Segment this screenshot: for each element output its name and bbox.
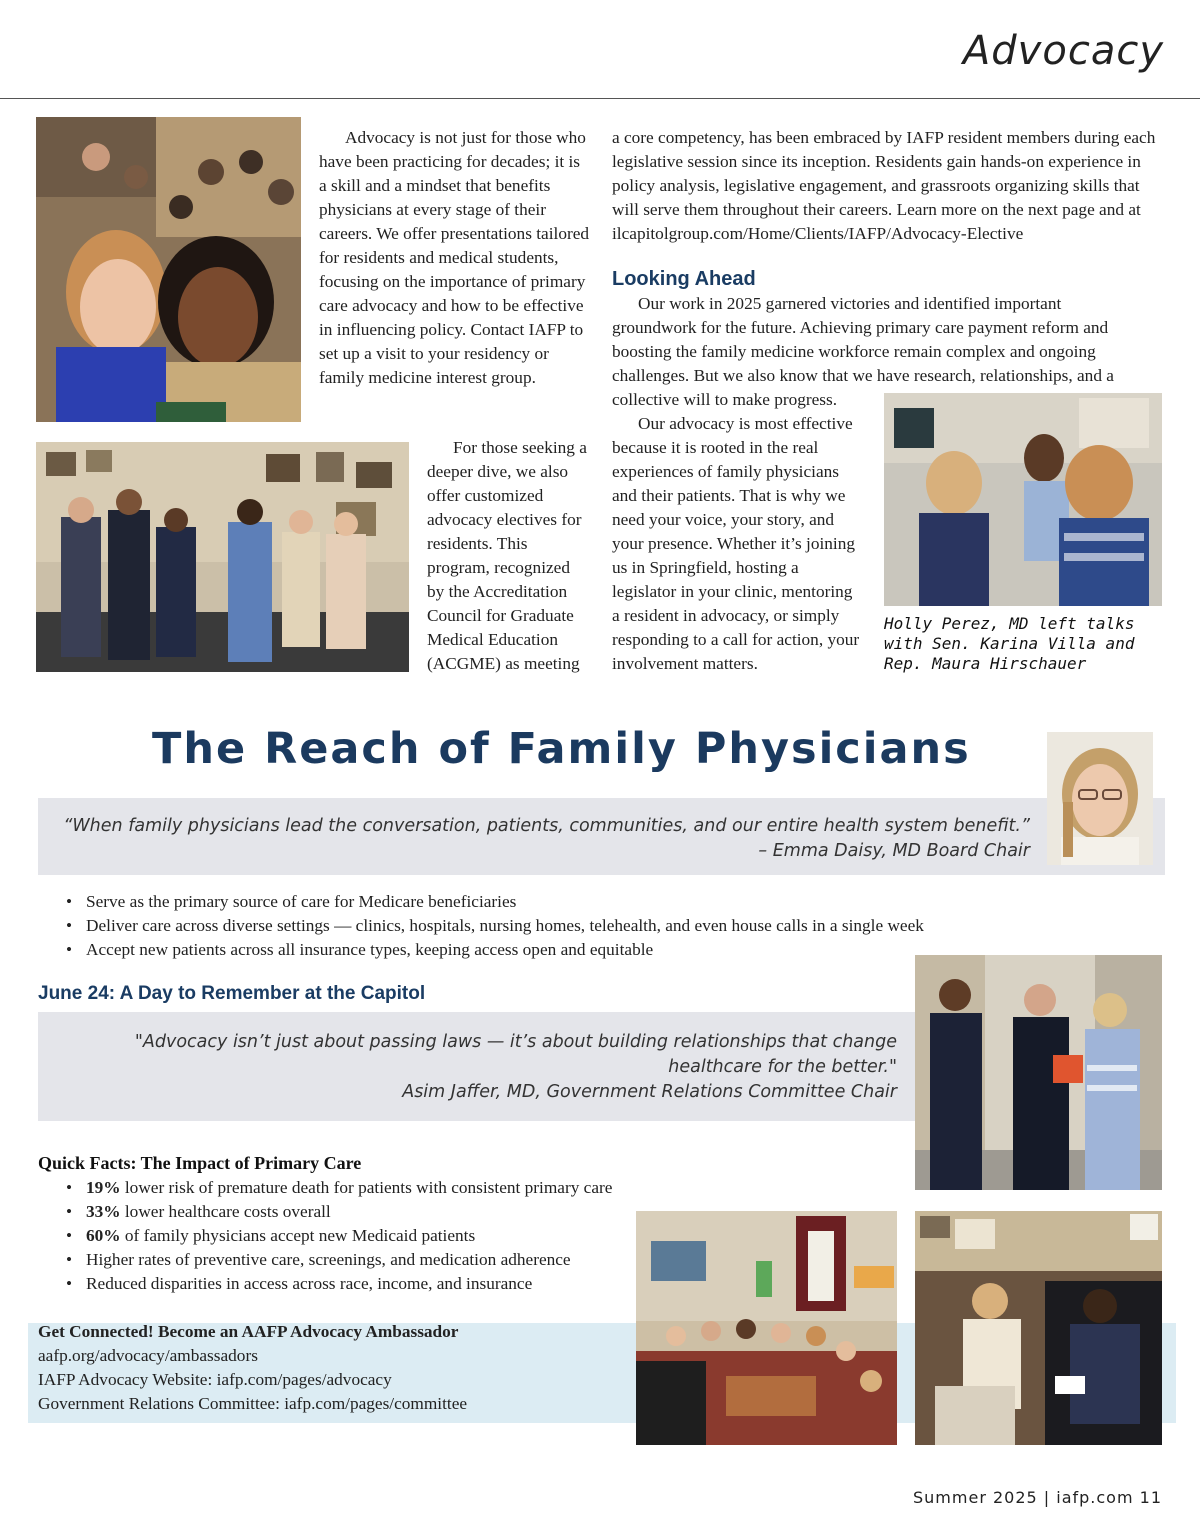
fact-text: lower healthcare costs overall [120, 1202, 331, 1221]
photo-caption: Holly Perez, MD left talks with Sen. Karina Villa and Rep. Maura Hirschauer [884, 614, 1135, 673]
advocacy-website-link[interactable]: IAFP Advocacy Website: iafp.com/pages/advocacy [38, 1370, 392, 1389]
fact-value: 60% [86, 1226, 121, 1245]
fact-text: Reduced disparities in access across race, income, and insurance [86, 1274, 533, 1293]
list-item [38, 1200, 638, 1224]
reach-bullet-list [38, 890, 1038, 962]
looking-ahead-heading: Looking Ahead [612, 268, 756, 290]
photo-legislators [884, 393, 1162, 606]
quick-facts-heading: Quick Facts: The Impact of Primary Care [38, 1153, 362, 1173]
involvement-paragraph: Our advocacy is most effective because it is rooted in the real experiences of family physicians and their patients. That is why we need your voice, your story, and your presence. Whether it’s joining us in Springfield, hosting a legislator in your clinic, mentoring a resident in advocacy, or simply responding to a call for action, your involvement matters. [612, 414, 860, 673]
photo-headshot [1047, 732, 1153, 865]
fact-value: 33% [86, 1202, 121, 1221]
photo-office-meeting [915, 1211, 1162, 1445]
fact-text: lower risk of premature death for patients with consistent primary care [120, 1178, 613, 1197]
fact-text: Higher rates of preventive care, screenings, and medication adherence [86, 1250, 571, 1269]
elective-continued-paragraph: a core competency, has been embraced by IAFP resident members during each legislative session since its inception. Residents gain hands-on experience in policy analysis, legislative engagement, and grassroots organizing skills that will serve them throughout their careers. Learn more on the next page and at ilcapitolgroup.com/Home/Clients/IAFP/Advocacy-Elective [612, 128, 1156, 243]
looking-ahead-paragraph: Our work in 2025 garnered victories and identified important groundwork for the future. Achieving primary care payment reform and boosting the family medicine workforce remain complex and ongoing challenges. But we also know that we have research, relationships, and a collective will to make progress. [612, 294, 1114, 409]
capitol-quote-text: "Advocacy isn’t just about passing laws — it’s about building relationships that change healthcare for the better." [134, 1032, 897, 1077]
intro-paragraph: Advocacy is not just for those who have been practicing for decades; it is a skill and a mindset that benefits physicians at every stage of their careers. We offer presentations tailored for residents and medical students, focusing on the importance of primary care advocacy and how to be effective in influencing policy. Contact IAFP to set up a visit to your residency or family medicine interest group. [319, 128, 590, 387]
capitol-quote-attribution: Asim Jaffer, MD, Government Relations Committee Chair [402, 1082, 897, 1102]
reach-quote-attribution: – Emma Daisy, MD Board Chair [758, 841, 1030, 861]
committee-link[interactable]: Government Relations Committee: iafp.com/pages/committee [38, 1394, 468, 1413]
connect-block [38, 1320, 638, 1416]
reach-quote [60, 814, 1030, 864]
section-title: Advocacy [962, 28, 1164, 74]
page-footer: Summer 2025 | iafp.com 11 [913, 1488, 1162, 1507]
list-item [38, 1248, 638, 1272]
photo-hallway [915, 955, 1162, 1190]
list-item: • Deliver care across diverse settings — clinics, hospitals, nursing homes, telehealth, and even house calls in a single week [38, 914, 1038, 938]
list-item [38, 1224, 638, 1248]
photo-selfie [36, 117, 301, 422]
list-item: • Serve as the primary source of care for Medicare beneficiaries [38, 890, 1038, 914]
ambassador-link[interactable]: aafp.org/advocacy/ambassadors [38, 1346, 258, 1365]
intro-col1-para1 [319, 126, 591, 390]
connect-heading: Get Connected! Become an AAFP Advocacy Ambassador [38, 1322, 459, 1341]
elective-paragraph: For those seeking a deeper dive, we also offer customized advocacy electives for residents. This program, recognized by the Accreditation Council for Graduate Medical Education (ACGME) as meeting [427, 438, 587, 673]
capitol-quote [50, 1030, 897, 1105]
list-item [38, 1176, 638, 1200]
looking-ahead-para2 [612, 412, 864, 676]
photo-meeting-room [636, 1211, 897, 1445]
list-item: • Accept new patients across all insurance types, keeping access open and equitable [38, 938, 1038, 962]
list-item [38, 1272, 638, 1296]
intro-col2-para1 [612, 126, 1168, 246]
fact-value: 19% [86, 1178, 121, 1197]
intro-col1-para2 [427, 436, 591, 676]
quick-facts-list [38, 1176, 638, 1296]
header-divider [0, 98, 1200, 99]
capitol-day-heading: June 24: A Day to Remember at the Capitol [38, 983, 426, 1004]
reach-title: The Reach of Family Physicians [152, 724, 971, 774]
reach-quote-text: “When family physicians lead the conversation, patients, communities, and our entire health system benefit.” [63, 816, 1030, 836]
fact-text: of family physicians accept new Medicaid patients [120, 1226, 476, 1245]
photo-group-office [36, 442, 409, 672]
